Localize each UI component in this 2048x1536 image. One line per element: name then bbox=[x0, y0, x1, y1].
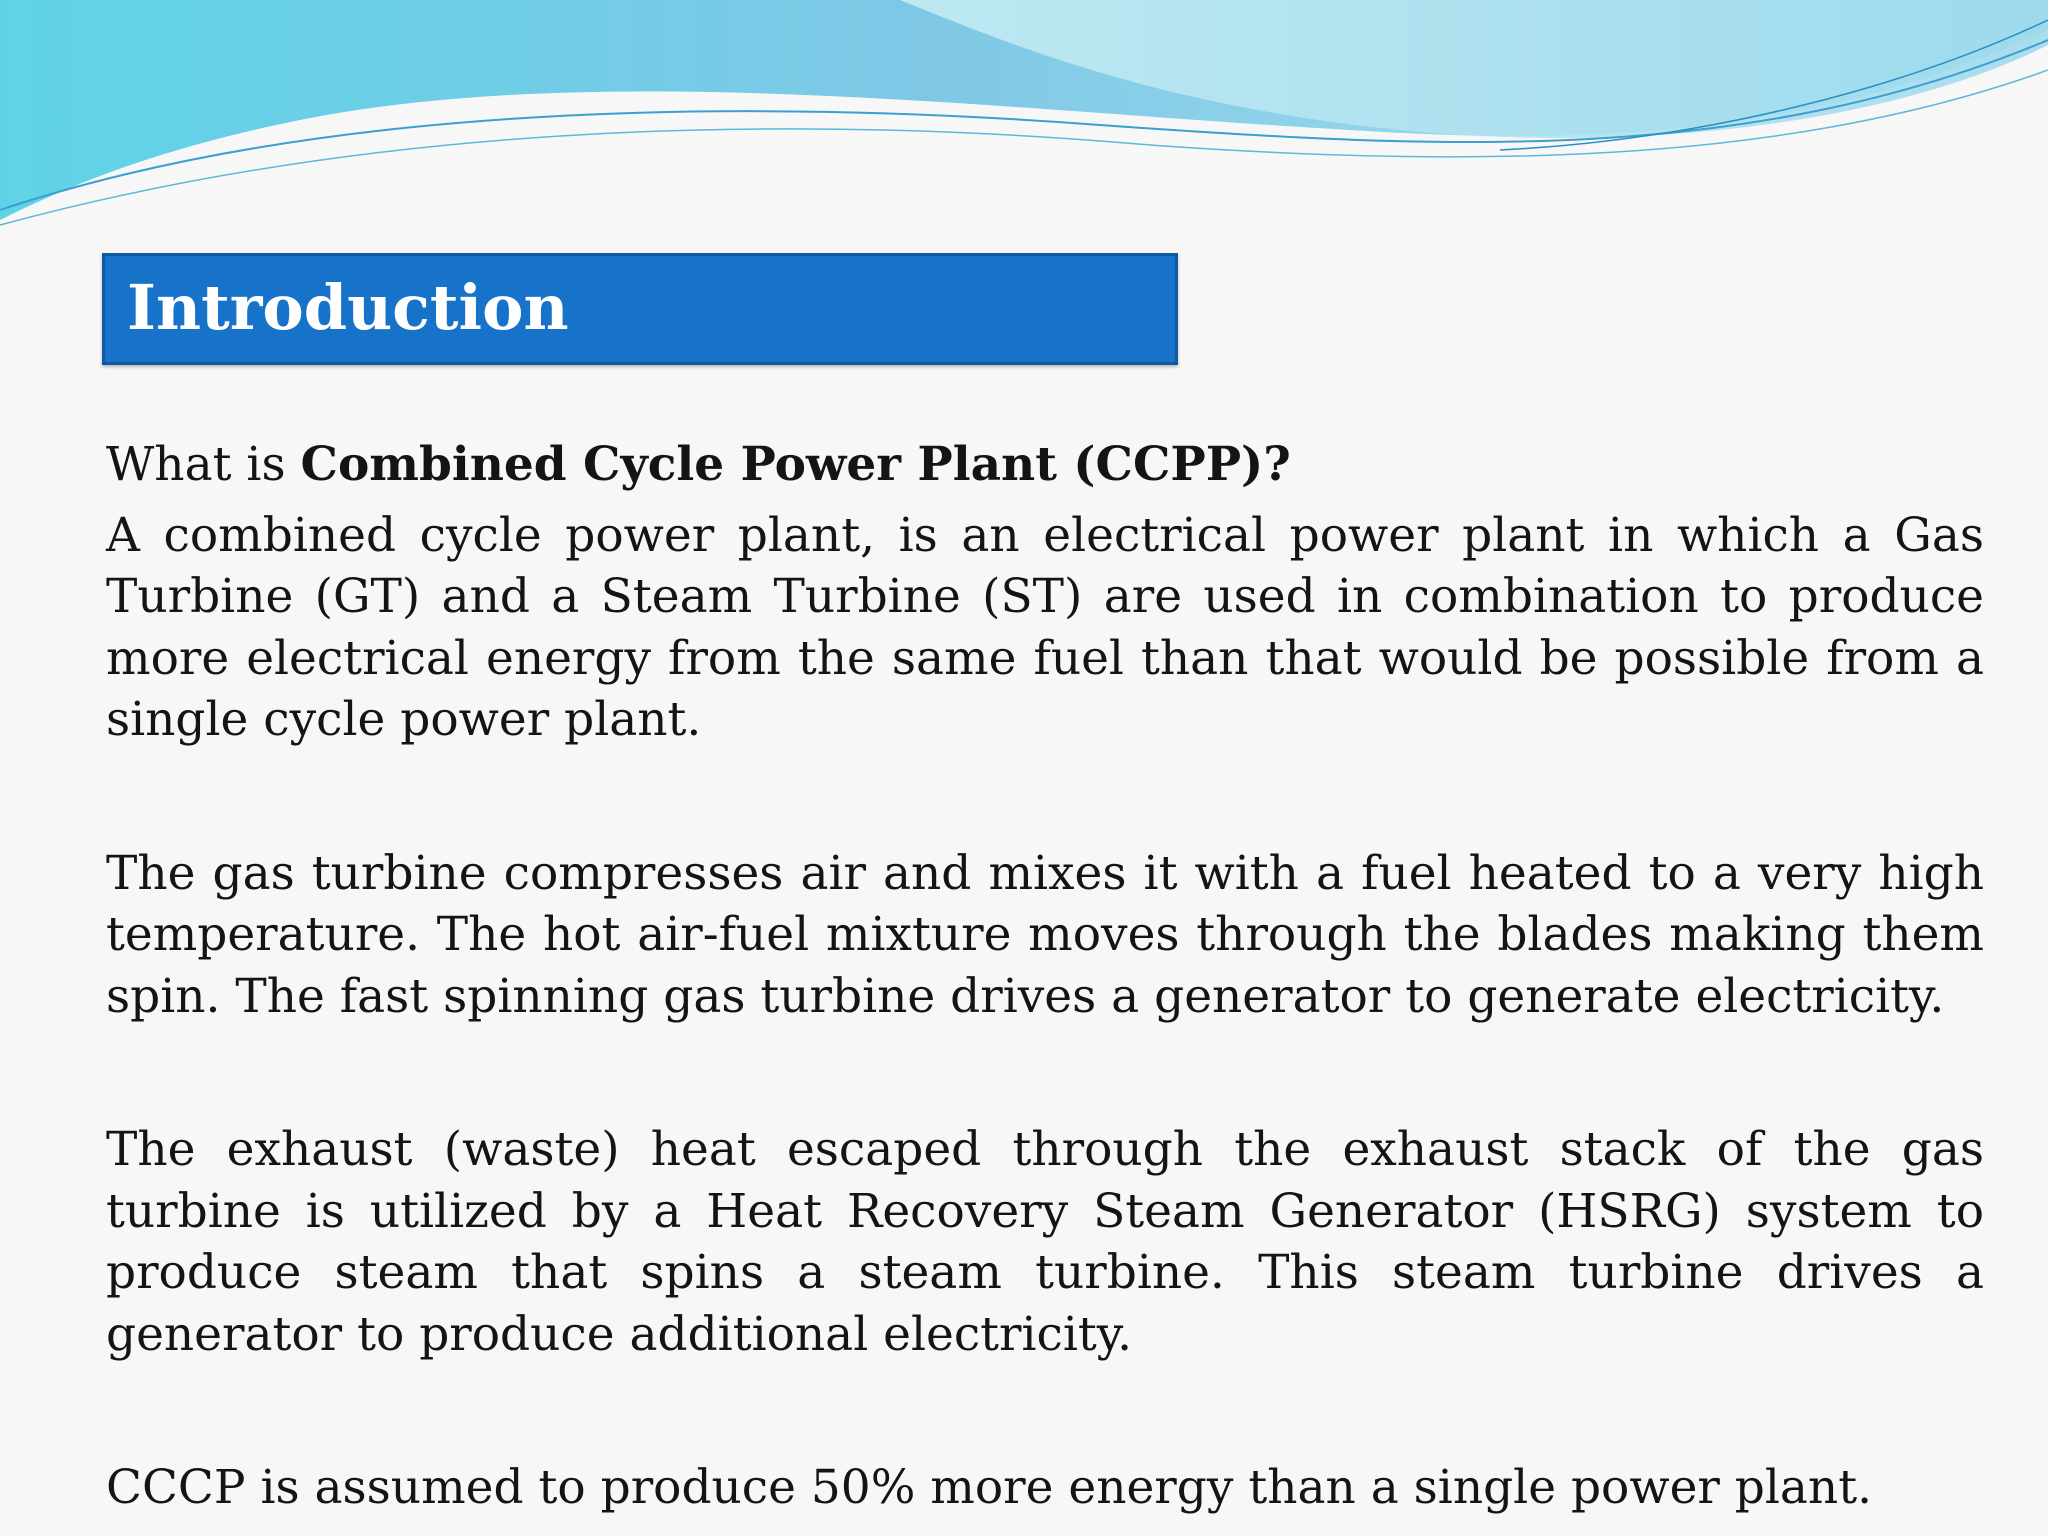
slide-body bbox=[106, 434, 1984, 1519]
slide-title: Introduction bbox=[127, 271, 569, 344]
question-term: Combined Cycle Power Plant (CCPP)? bbox=[300, 437, 1291, 492]
header-wave-decoration bbox=[0, 0, 2048, 260]
paragraph-efficiency: CCCP is assumed to produce 50% more energy than a single power plant. bbox=[106, 1460, 1873, 1515]
paragraph-exhaust-heat: The exhaust (waste) heat escaped through the exhaust stack of the gas turbine is utilized by a Heat Recovery Steam Generator (HSRG) system to produce steam that spins a steam turbine. This steam turbine drives a generator to produce additional electricity. bbox=[106, 1122, 1984, 1362]
paragraph-gas-turbine: The gas turbine compresses air and mixes it with a fuel heated to a very high temperature. The hot air-fuel mixture moves through the blades making them spin. The fast spinning gas turbine drives a generator to generate electricity. bbox=[106, 845, 1984, 1024]
paragraph-definition: A combined cycle power plant, is an electrical power plant in which a Gas Turbine (GT) and a Steam Turbine (ST) are used in combination to produce more electrical energy from the same fuel than that would be possible from a single cycle power plant. bbox=[106, 507, 1984, 747]
title-banner bbox=[102, 253, 1178, 365]
question-line bbox=[106, 434, 1984, 496]
question-prefix: What is bbox=[106, 437, 301, 492]
